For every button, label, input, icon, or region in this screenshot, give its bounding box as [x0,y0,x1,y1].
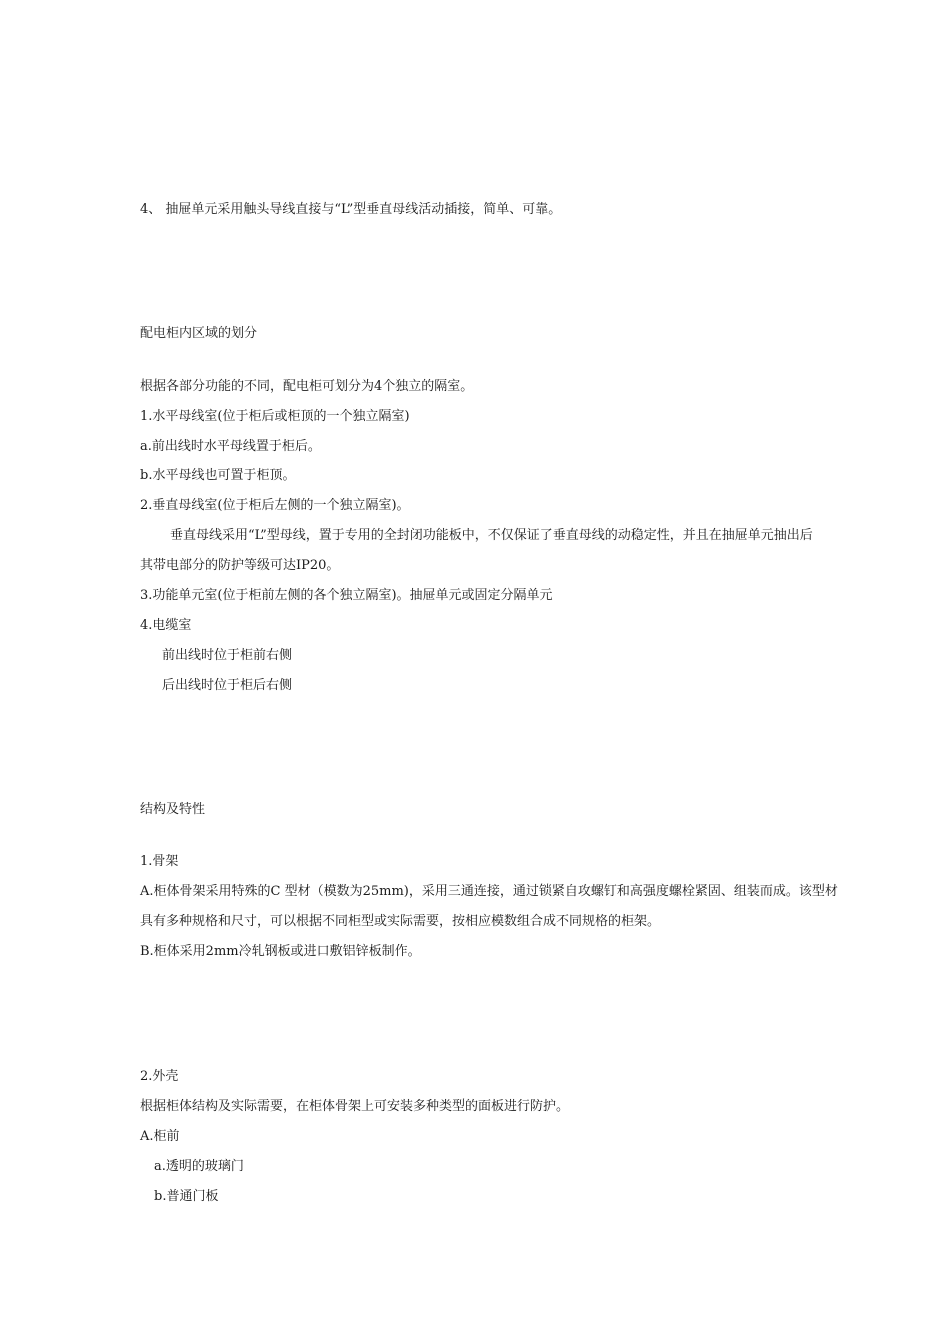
paragraph-intro: 根据各部分功能的不同，配电柜可划分为4个独立的隔室。 [140,379,474,394]
list-subitem-b: b.水平母线也可置于柜顶。 [140,468,296,483]
paragraph-vertical-busbar-1: 垂直母线采用“L”型母线，置于专用的全封闭功能板中，不仅保证了垂直母线的动稳定性，并且在抽屉单元抽出后 [170,528,813,543]
list-item-cable-room: 4.电缆室 [140,618,192,633]
section-title-structure: 结构及特性 [140,802,206,817]
paragraph-frame-a-2: 具有多种规格和尺寸，可以根据不同柜型或实际需要，按相应模数组合成不同规格的柜架。 [140,914,661,929]
paragraph-enclosure-intro: 根据柜体结构及实际需要，在柜体骨架上可安装多种类型的面板进行防护。 [140,1099,570,1114]
list-subitem-rear-outlet: 后出线时位于柜后右侧 [162,678,293,693]
list-subitem-door-panel: b.普通门板 [154,1189,219,1204]
list-subitem-front-outlet: 前出线时位于柜前右侧 [162,648,293,663]
list-item-4: 4、 抽屉单元采用触头导线直接与“L”型垂直母线活动插接，简单、可靠。 [140,202,562,217]
list-item-cabinet-front: A.柜前 [140,1129,180,1144]
list-item-enclosure: 2.外壳 [140,1069,179,1084]
section-title-compartments: 配电柜内区域的划分 [140,326,258,341]
list-item-vertical-busbar: 2.垂直母线室(位于柜后左侧的一个独立隔室)。 [140,498,410,513]
paragraph-frame-b: B.柜体采用2mm冷轧钢板或进口敷铝锌板制作。 [140,944,421,959]
paragraph-frame-a-1: A.柜体骨架采用特殊的C 型材（模数为25mm)，采用三通连接，通过锁紧自攻螺钉和高强度螺栓紧固、组装而成。该型材 [140,884,838,899]
list-item-functional-unit: 3.功能单元室(位于柜前左侧的各个独立隔室)。抽屉单元或固定分隔单元 [140,588,553,603]
list-item-horizontal-busbar: 1.水平母线室(位于柜后或柜顶的一个独立隔室) [140,409,410,424]
list-subitem-glass-door: a.透明的玻璃门 [154,1159,244,1174]
paragraph-vertical-busbar-2: 其带电部分的防护等级可达IP20。 [140,558,340,573]
list-item-frame: 1.骨架 [140,854,179,869]
list-subitem-a: a.前出线时水平母线置于柜后。 [140,439,321,454]
